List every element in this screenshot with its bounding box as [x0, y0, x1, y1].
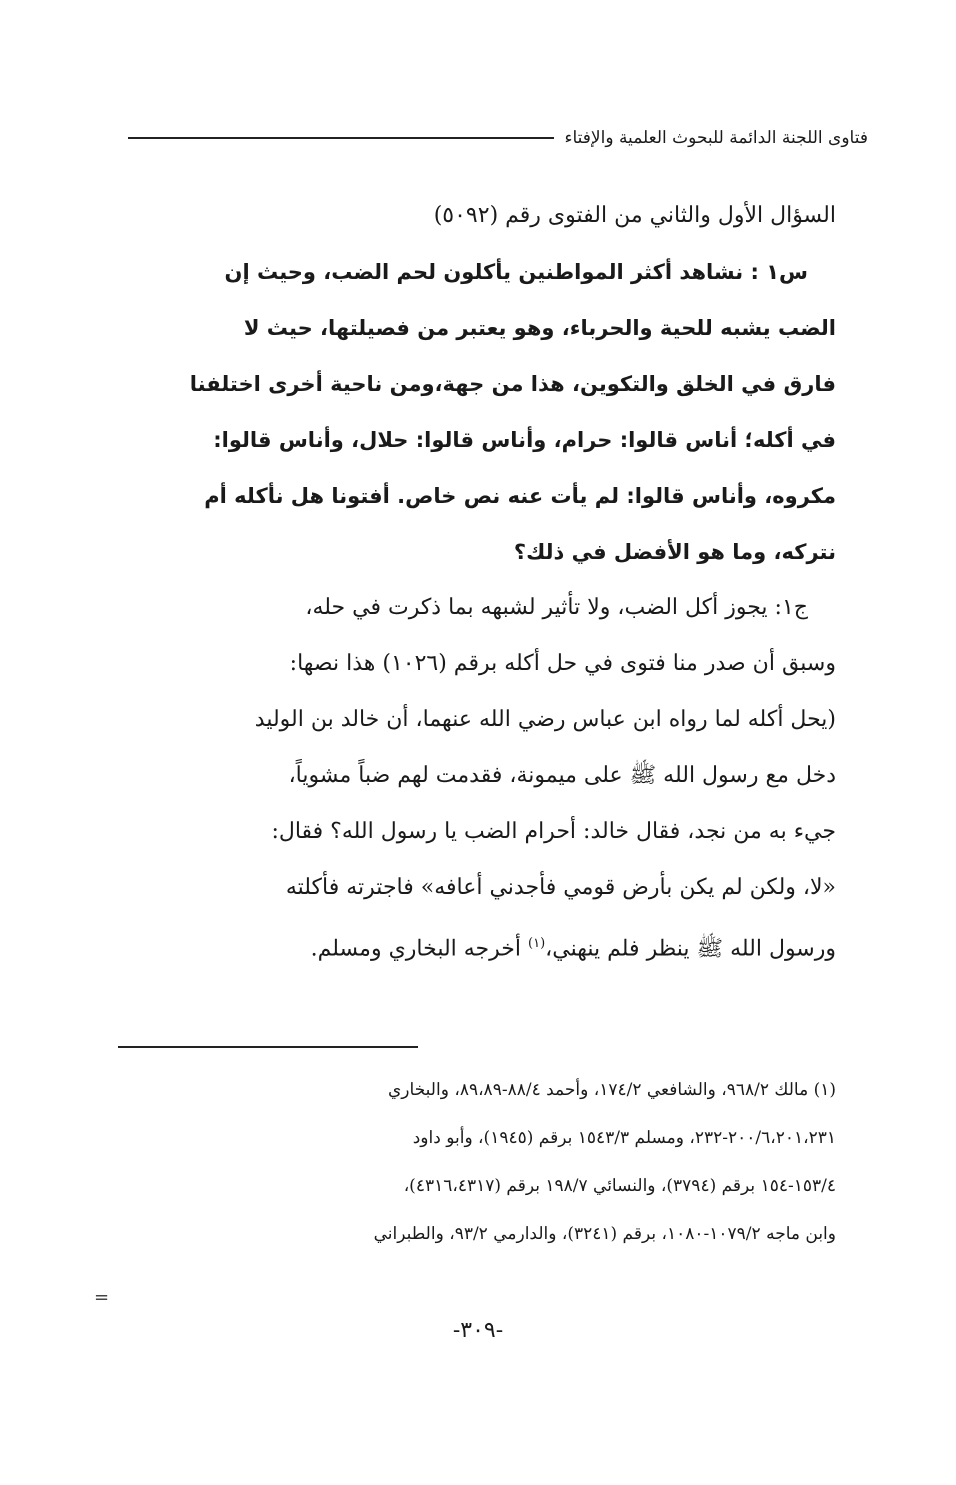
- answer-line-tail: أخرجه البخاري ومسلم.: [310, 936, 529, 962]
- footnote-line: (١) مالك ٩٦٨/٢، والشافعي ١٧٤/٢، وأحمد ٨٨/٤-٨٩،٨٩، والبخاري: [388, 1080, 836, 1100]
- running-title: فتاوى اللجنة الدائمة للبحوث العلمية والإفتاء: [564, 128, 868, 148]
- footnotes: [118, 1066, 836, 1258]
- question-line: نتركه، وما هو الأفضل في ذلك؟: [513, 540, 836, 564]
- footnote-separator: [118, 1046, 418, 1048]
- footnote-line: ٢٠٠/٦،٢٠١،٢٣١-٢٣٢، ومسلم ١٥٤٣/٣ برقم (١٩٤٥)، وأبو داود: [412, 1128, 836, 1148]
- footnote-line: ١٥٣/٤-١٥٤ برقم (٣٧٩٤)، والنسائي ١٩٨/٧ برقم (٤٣١٦،٤٣١٧)،: [403, 1176, 836, 1196]
- answer-line: (يحل أكله لما رواه ابن عباس رضي الله عنهما، أن خالد بن الوليد: [254, 707, 836, 732]
- question-block: [118, 244, 836, 580]
- answer-line-text: ورسول الله ﷺ ينظر فلم ينهني،: [545, 936, 836, 962]
- answer-line: جيء به من نجد، فقال خالد: أحرام الضب يا رسول الله؟ فقال:: [271, 819, 836, 844]
- question-line: فارق في الخلق والتكوين، هذا من جهة،ومن ناحية أخرى اختلفنا: [189, 372, 836, 396]
- header-rule: [128, 137, 554, 139]
- answer-block: [118, 580, 836, 972]
- footnote-line: وابن ماجه ١٠٧٩/٢-١٠٨٠، برقم (٣٢٤١)، والدارمي ٩٣/٢، والطبراني: [373, 1224, 836, 1244]
- answer-line: ج١: يجوز أكل الضب، ولا تأثير لشبهه بما ذكرت في حله،: [305, 595, 808, 620]
- question-line: الضب يشبه للحية والحرباء، وهو يعتبر من فصيلتها، حيث لا: [243, 316, 836, 340]
- answer-line: دخل مع رسول الله ﷺ على ميمونة، فقدمت لهم ضباً مشوياً،: [288, 763, 836, 788]
- question-line: مكروه، وأناس قالوا: لم يأت عنه نص خاص. أفتونا هل نأكله أم: [204, 484, 836, 508]
- answer-line: «لا، ولكن لم يكن بأرض قومي فأجدني أعافه» فاجترته فأكلته: [285, 875, 836, 900]
- question-line: س١ : نشاهد أكثر المواطنين يأكلون لحم الضب، وحيث إن: [224, 260, 808, 284]
- question-line: في أكله؛ أناس قالوا: حرام، وأناس قالوا: حلال، وأناس قالوا:: [213, 428, 836, 452]
- main-text: [118, 188, 836, 972]
- answer-line: وسبق أن صدر منا فتوى في حل أكله برقم (١٠٢٦) هذا نصها:: [289, 651, 836, 676]
- answer-last-line: [118, 916, 836, 972]
- margin-mark: =: [94, 1287, 110, 1308]
- footnote-reference[interactable]: (١): [528, 936, 546, 951]
- running-header: [128, 118, 868, 158]
- page-number: -٣٠٩-: [452, 1318, 504, 1343]
- fatwa-heading: السؤال الأول والثاني من الفتوى رقم (٥٠٩٢): [433, 203, 836, 228]
